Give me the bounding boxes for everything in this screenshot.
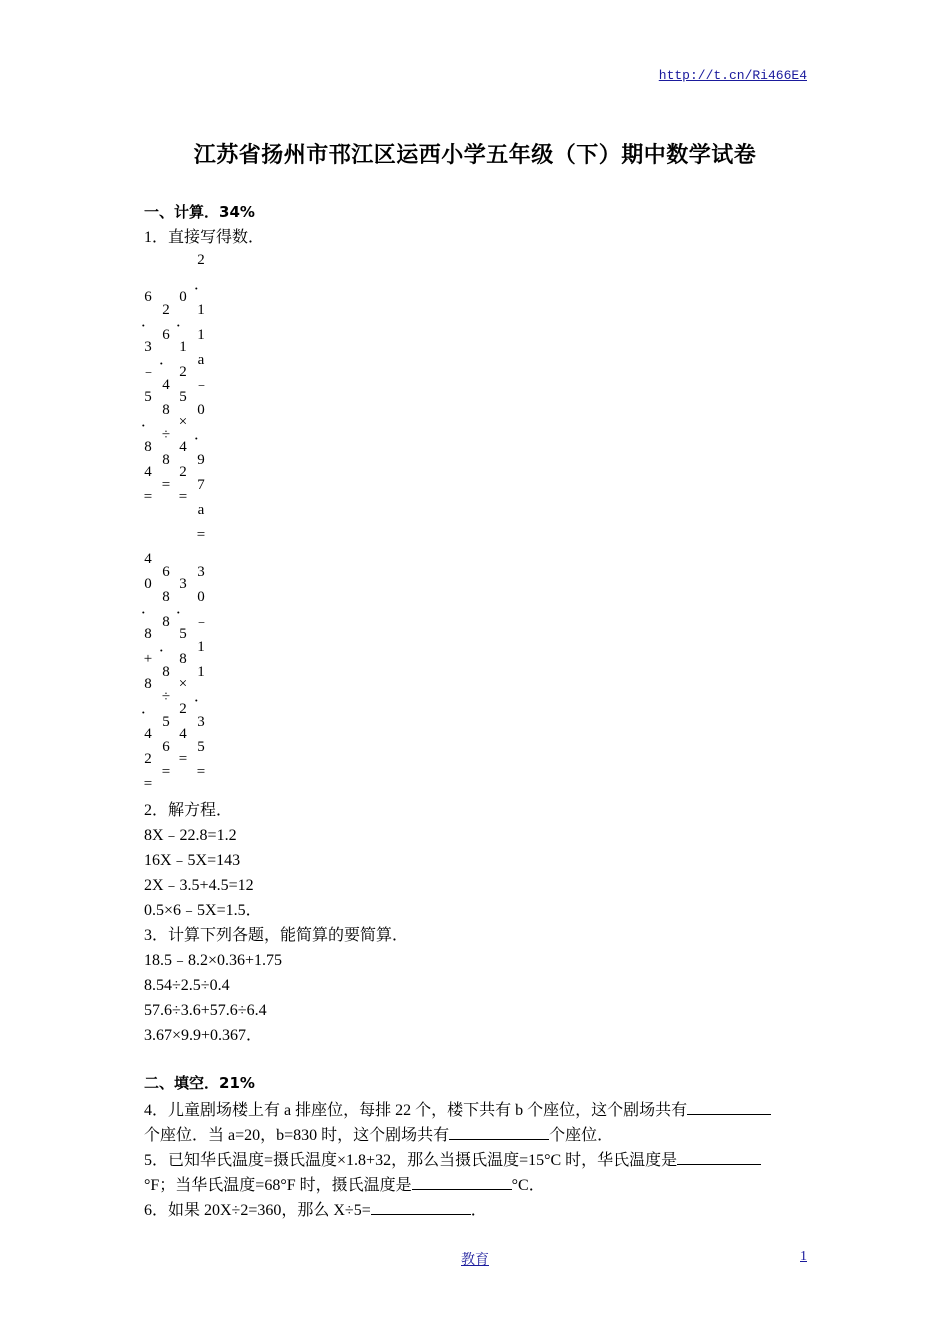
q2-equation-2: 16X﹣5X=143 <box>144 852 241 869</box>
expression-char: = <box>143 776 153 792</box>
q4-line-2 <box>144 1121 613 1148</box>
expression-char: 0 <box>179 289 187 305</box>
expression-char: 2 <box>162 302 170 318</box>
expression-char: 8 <box>162 664 170 680</box>
expression-char: ． <box>141 314 157 330</box>
expression-char: 3 <box>179 576 187 592</box>
expression-char: ． <box>176 601 192 617</box>
expression-char: 0 <box>197 402 205 418</box>
q6-answer-blank[interactable] <box>371 1196 471 1215</box>
expression-char: = <box>161 764 171 780</box>
expression-char: ． <box>194 689 210 705</box>
q4-text-2b: 个座位． <box>549 1127 614 1144</box>
expression-char: 6 <box>162 739 170 755</box>
expression-char: 8 <box>144 439 152 455</box>
q2-prompt: 2．解方程． <box>144 802 233 819</box>
expression-char: 0 <box>144 576 152 592</box>
q1-expression-column <box>159 560 173 785</box>
expression-char: 4 <box>179 439 187 455</box>
q4-answer-blank-2[interactable] <box>449 1121 549 1140</box>
q2-equation-1: 8X﹣22.8=1.2 <box>144 827 237 844</box>
q6-text: 6．如果 20X÷2=360，那么 X÷5= <box>144 1202 371 1219</box>
expression-char: 5 <box>179 626 187 642</box>
expression-char: ． <box>141 701 157 717</box>
expression-char: 5 <box>197 739 205 755</box>
section2-heading: 二、填空．21% <box>144 1074 255 1092</box>
expression-char: 5 <box>144 389 152 405</box>
expression-char: ． <box>141 601 157 617</box>
expression-char: 0 <box>197 589 205 605</box>
expression-char: ﹣ <box>141 364 157 380</box>
expression-char: a <box>197 352 205 368</box>
expression-char: 2 <box>179 701 187 717</box>
page-number: 1 <box>800 1249 807 1264</box>
q2-equation-3: 2X﹣3.5+4.5=12 <box>144 877 254 894</box>
q1-prompt: 1．直接写得数． <box>144 229 265 246</box>
expression-char: 3 <box>144 339 152 355</box>
expression-char: 1 <box>197 327 205 343</box>
expression-char: ÷ <box>161 427 171 443</box>
expression-char: 1 <box>179 339 187 355</box>
expression-char: 7 <box>197 477 205 493</box>
expression-char: 2 <box>179 464 187 480</box>
q5-text-2b: °C． <box>511 1177 545 1194</box>
expression-char: 8 <box>162 614 170 630</box>
expression-char: = <box>196 527 206 543</box>
q3-expression-1: 18.5﹣8.2×0.36+1.75 <box>144 952 283 969</box>
expression-char: 6 <box>144 289 152 305</box>
q1-expression-column <box>176 572 190 772</box>
expression-char: 4 <box>144 464 152 480</box>
expression-char: 3 <box>197 564 205 580</box>
document-title: 江苏省扬州市邗江区运西小学五年级（下）期中数学试卷 <box>193 143 757 168</box>
expression-char: 8 <box>162 452 170 468</box>
section1-heading: 一、计算．34% <box>144 203 255 221</box>
expression-char: = <box>196 764 206 780</box>
q4-line-1 <box>144 1096 771 1123</box>
expression-char: = <box>178 751 188 767</box>
q3-prompt: 3．计算下列各题，能简算的要简算． <box>144 927 409 944</box>
expression-char: 4 <box>162 377 170 393</box>
expression-char: 8 <box>144 626 152 642</box>
q4-text-2a: 个座位．当 a=20，b=830 时，这个剧场共有 <box>144 1127 450 1144</box>
expression-char: = <box>178 489 188 505</box>
q3-expression-4: 3.67×9.9+0.367． <box>144 1027 263 1044</box>
expression-char: 8 <box>144 676 152 692</box>
expression-char: = <box>143 489 153 505</box>
expression-char: 1 <box>197 639 205 655</box>
expression-char: + <box>143 651 153 667</box>
q5-line-2 <box>144 1171 545 1198</box>
q6-end: ． <box>470 1202 487 1219</box>
expression-char: 4 <box>144 551 152 567</box>
header-url-link[interactable]: http://t.cn/Ri466E4 <box>658 68 807 83</box>
q5-answer-blank-2[interactable] <box>412 1171 512 1190</box>
q4-text-1: 4．儿童剧场楼上有 a 排座位，每排 22 个，楼下共有 b 个座位，这个剧场共有 <box>144 1102 688 1119</box>
expression-char: 6 <box>162 327 170 343</box>
expression-char: ﹣ <box>194 377 210 393</box>
expression-char: 2 <box>197 252 205 268</box>
expression-char: × <box>178 414 188 430</box>
expression-char: 1 <box>197 302 205 318</box>
q6-line <box>144 1196 487 1223</box>
expression-char: a <box>197 502 205 518</box>
q1-expression-column <box>194 248 208 548</box>
expression-char: ． <box>176 314 192 330</box>
expression-char: 3 <box>197 714 205 730</box>
expression-char: 9 <box>197 452 205 468</box>
expression-char: ． <box>159 352 175 368</box>
q3-expression-3: 57.6÷3.6+57.6÷6.4 <box>144 1002 267 1019</box>
expression-char: 5 <box>179 389 187 405</box>
expression-char: 5 <box>162 714 170 730</box>
expression-char: ． <box>159 639 175 655</box>
q1-expression-column <box>176 285 190 510</box>
q2-equation-4: 0.5×6﹣5X=1.5． <box>144 902 262 919</box>
expression-char: ． <box>194 277 210 293</box>
expression-char: ． <box>194 427 210 443</box>
expression-char: ﹣ <box>194 614 210 630</box>
q1-expression-column <box>141 285 155 510</box>
expression-char: 2 <box>144 751 152 767</box>
q1-expression-column <box>141 547 155 797</box>
expression-char: 8 <box>162 589 170 605</box>
q1-expression-column <box>159 298 173 498</box>
expression-char: 4 <box>144 726 152 742</box>
expression-char: 8 <box>162 402 170 418</box>
expression-char: 2 <box>179 364 187 380</box>
expression-char: ÷ <box>161 689 171 705</box>
expression-char: 6 <box>162 564 170 580</box>
expression-char: = <box>161 477 171 493</box>
expression-char: 1 <box>197 664 205 680</box>
q1-expression-column <box>194 560 208 785</box>
q4-answer-blank-1[interactable] <box>687 1096 771 1115</box>
footer-link[interactable]: 教育 <box>461 1253 489 1268</box>
q5-answer-blank-1[interactable] <box>677 1146 761 1165</box>
q3-expression-2: 8.54÷2.5÷0.4 <box>144 977 230 994</box>
q5-line-1 <box>144 1146 761 1173</box>
expression-char: ． <box>141 414 157 430</box>
expression-char: × <box>178 676 188 692</box>
expression-char: 8 <box>179 651 187 667</box>
q5-text-1: 5．已知华氏温度=摄氏温度×1.8+32，那么当摄氏温度=15°C 时，华氏温度是 <box>144 1152 678 1169</box>
expression-char: 4 <box>179 726 187 742</box>
q5-text-2a: °F；当华氏温度=68°F 时，摄氏温度是 <box>144 1177 412 1194</box>
